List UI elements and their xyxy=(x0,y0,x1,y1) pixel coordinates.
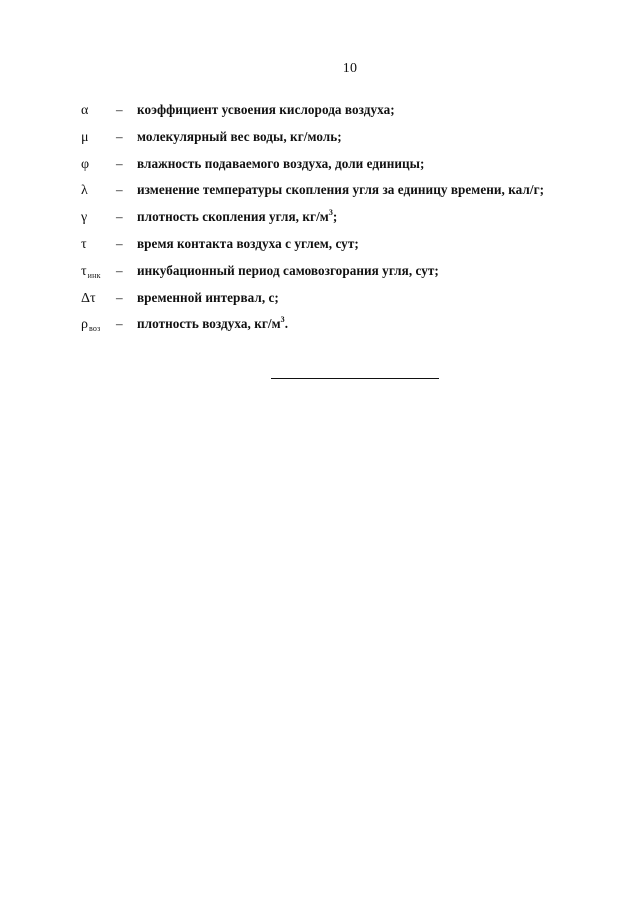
dash: – xyxy=(116,102,123,117)
symbol-base: τ xyxy=(90,290,96,306)
definition-text: молекулярный вес воды, кг/моль; xyxy=(137,128,342,144)
symbol-alpha xyxy=(81,102,115,119)
definition-main: плотность скопления угля, кг/м xyxy=(137,209,329,225)
definition-text xyxy=(137,316,288,332)
symbol-rho-voz xyxy=(81,316,115,337)
symbol-gamma xyxy=(81,209,115,226)
definition-text: инкубационный период самовозгорания угля, сут; xyxy=(137,262,439,278)
symbol-base: τ xyxy=(81,236,87,252)
symbol-lambda xyxy=(81,182,115,199)
symbol-tau-ink xyxy=(81,263,115,284)
dash: – xyxy=(116,209,123,225)
dash: – xyxy=(116,316,123,332)
definition-text xyxy=(137,209,337,225)
definition-end: . xyxy=(284,316,289,332)
symbol-prefix: Δ xyxy=(81,290,91,306)
dash: – xyxy=(116,128,123,144)
symbol-phi xyxy=(81,156,115,173)
symbol-subscript: инк xyxy=(87,270,101,280)
dash: – xyxy=(116,262,123,278)
definition-text: влажность подаваемого воздуха, доли единицы; xyxy=(137,155,425,171)
definition-text: время контакта воздуха с углем, сут; xyxy=(137,235,359,251)
definition-end: ; xyxy=(332,209,338,225)
symbol-base: ρ xyxy=(81,317,88,333)
page-number: 10 xyxy=(342,61,358,76)
definition-text: изменение температуры скопления угля за единицу времени, кал/г; xyxy=(137,182,545,198)
end-rule-divider xyxy=(271,378,439,379)
symbol-delta-tau xyxy=(81,290,115,307)
symbol-base: α xyxy=(81,103,89,118)
symbol-base: μ xyxy=(81,129,89,145)
symbol-base: λ xyxy=(81,183,88,199)
definition-main: плотность воздуха, кг/м xyxy=(137,316,281,332)
dash: – xyxy=(116,182,123,198)
dash: – xyxy=(116,235,123,251)
symbol-base: γ xyxy=(81,210,88,226)
symbol-mu xyxy=(81,129,115,146)
dash: – xyxy=(116,289,123,305)
unit-superscript: 3 xyxy=(328,208,333,218)
symbol-base: φ xyxy=(81,156,90,172)
symbol-base: τ xyxy=(81,263,87,279)
definition-text: временной интервал, с; xyxy=(137,289,279,305)
symbol-subscript: воз xyxy=(89,324,101,334)
definition-text: коэффициент усвоения кислорода воздуха; xyxy=(137,102,395,117)
unit-superscript: 3 xyxy=(280,315,285,325)
dash: – xyxy=(116,155,123,171)
symbol-tau xyxy=(81,236,115,253)
